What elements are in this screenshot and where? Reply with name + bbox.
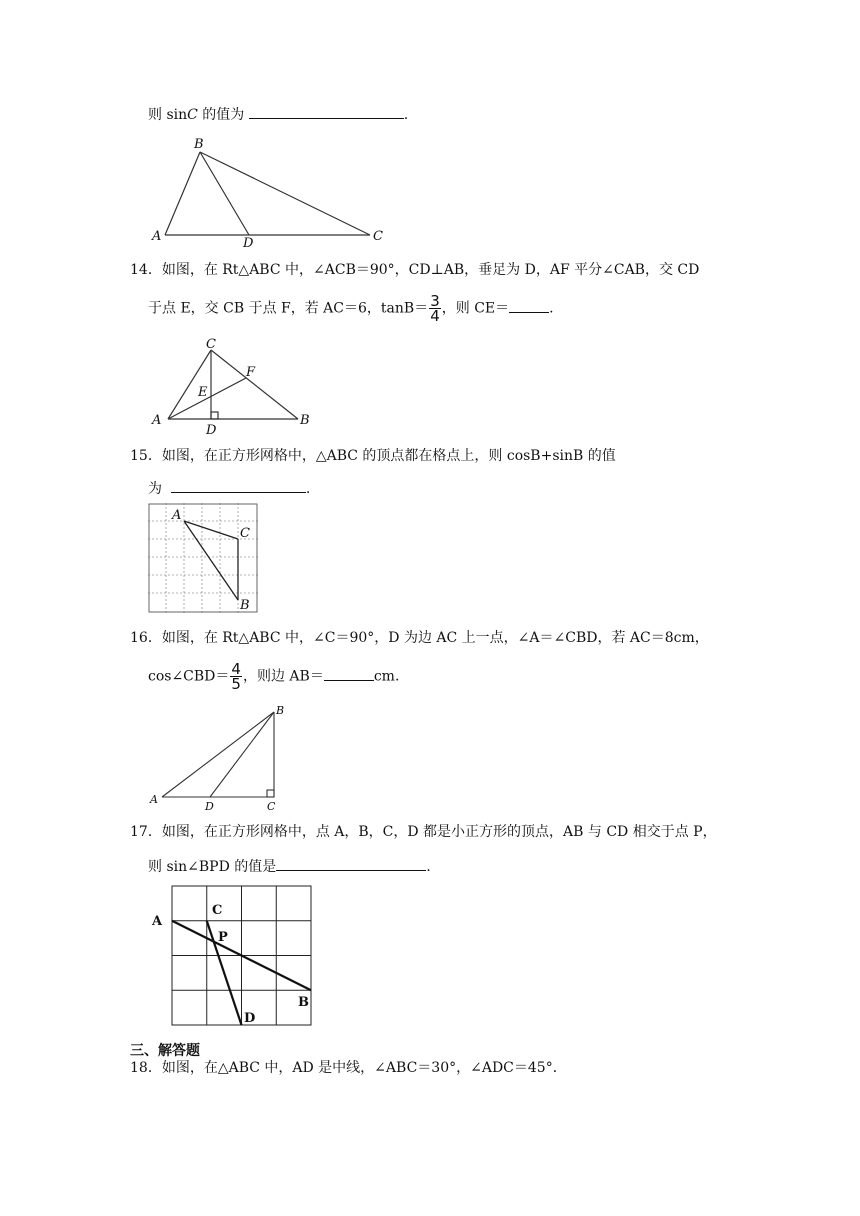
label-A: A: [152, 413, 162, 428]
q18-line1: 18．如图，在△ABC 中，AD 是中线，∠ABC＝30°，∠ADC＝45°．: [130, 1060, 567, 1076]
fraction-numerator: 3: [430, 292, 440, 310]
fraction-4-5: [230, 662, 242, 691]
label-F: F: [246, 365, 256, 380]
q16-line2-text-2: ，则边 AB＝: [242, 668, 324, 685]
q14-line2: [148, 294, 554, 323]
label-D: D: [243, 236, 254, 249]
label-A: A: [172, 508, 182, 523]
answer-blank[interactable]: [509, 298, 549, 313]
q17-line1: 17．如图，在正方形网格中，点 A，B，C，D 都是小正方形的顶点，AB 与 CD 相交于点 P，: [130, 824, 717, 840]
q17-line2-text: 则 sin∠BPD 的值是: [148, 859, 277, 875]
label-C: C: [240, 526, 250, 541]
fraction-denominator: 5: [231, 675, 241, 693]
period: .: [549, 300, 554, 317]
fraction-denominator: 4: [430, 307, 440, 325]
q15-line2-text: 为: [148, 481, 162, 497]
label-A: A: [150, 793, 158, 806]
q15-line2: [148, 478, 310, 499]
label-D: D: [205, 800, 214, 813]
q16-line1: 16．如图，在 Rt△ABC 中，∠C＝90°，D 为边 AC 上一点，∠A＝∠CBD，若 AC＝8cm，: [130, 630, 709, 646]
label-B: B: [300, 413, 310, 428]
label-A: A: [152, 229, 162, 244]
figure-q14-triangle: [148, 336, 323, 438]
answer-blank[interactable]: [276, 856, 426, 871]
answer-blank[interactable]: [171, 478, 306, 493]
label-C: C: [206, 337, 216, 352]
answer-blank[interactable]: [324, 666, 374, 681]
figure-q15-grid: [148, 503, 260, 615]
period: .: [426, 859, 431, 875]
figure-q16-triangle: [148, 702, 293, 814]
figure-q17-grid: [148, 880, 318, 1032]
q14-line2-text: 于点 E，交 CB 于点 F，若 AC＝6，tanB＝: [148, 300, 429, 317]
figure-q13-triangle: [148, 134, 398, 249]
label-D: D: [206, 423, 217, 438]
fraction-numerator: 4: [231, 660, 241, 678]
label-E: E: [198, 385, 208, 400]
q17-line2: [148, 856, 431, 877]
label-C: C: [212, 903, 223, 918]
label-B: B: [276, 704, 285, 717]
answer-blank[interactable]: [249, 104, 404, 119]
q16-line2-text-3: cm.: [373, 668, 400, 685]
label-C: C: [267, 800, 276, 813]
fraction-3-4: [429, 294, 441, 323]
q13-tail-var: C: [187, 107, 198, 123]
label-B: B: [298, 995, 309, 1010]
period: .: [305, 481, 311, 497]
period: .: [403, 107, 409, 123]
q13-tail-line: [148, 104, 408, 125]
q14-line1: 14．如图，在 Rt△ABC 中，∠ACB＝90°，CD⊥AB，垂足为 D，AF 平分∠CAB，交 CD: [130, 262, 700, 278]
q16-line2-text: cos∠CBD＝: [148, 668, 230, 685]
q13-tail-text: 则 sin: [148, 107, 188, 123]
label-P: P: [218, 930, 228, 945]
label-C: C: [373, 229, 383, 244]
q16-line2: [148, 662, 399, 691]
q13-tail-text-2: 的值为: [197, 107, 245, 123]
label-B: B: [194, 137, 204, 152]
section-title: 三、解答题: [130, 1043, 200, 1059]
label-D: D: [244, 1011, 256, 1026]
label-B: B: [240, 598, 250, 613]
q14-line2-text-2: ，则 CE＝: [441, 300, 510, 317]
label-A: A: [152, 914, 163, 929]
q15-line1: 15．如图，在正方形网格中，△ABC 的顶点都在格点上，则 cosB+sinB 的值: [130, 448, 616, 464]
